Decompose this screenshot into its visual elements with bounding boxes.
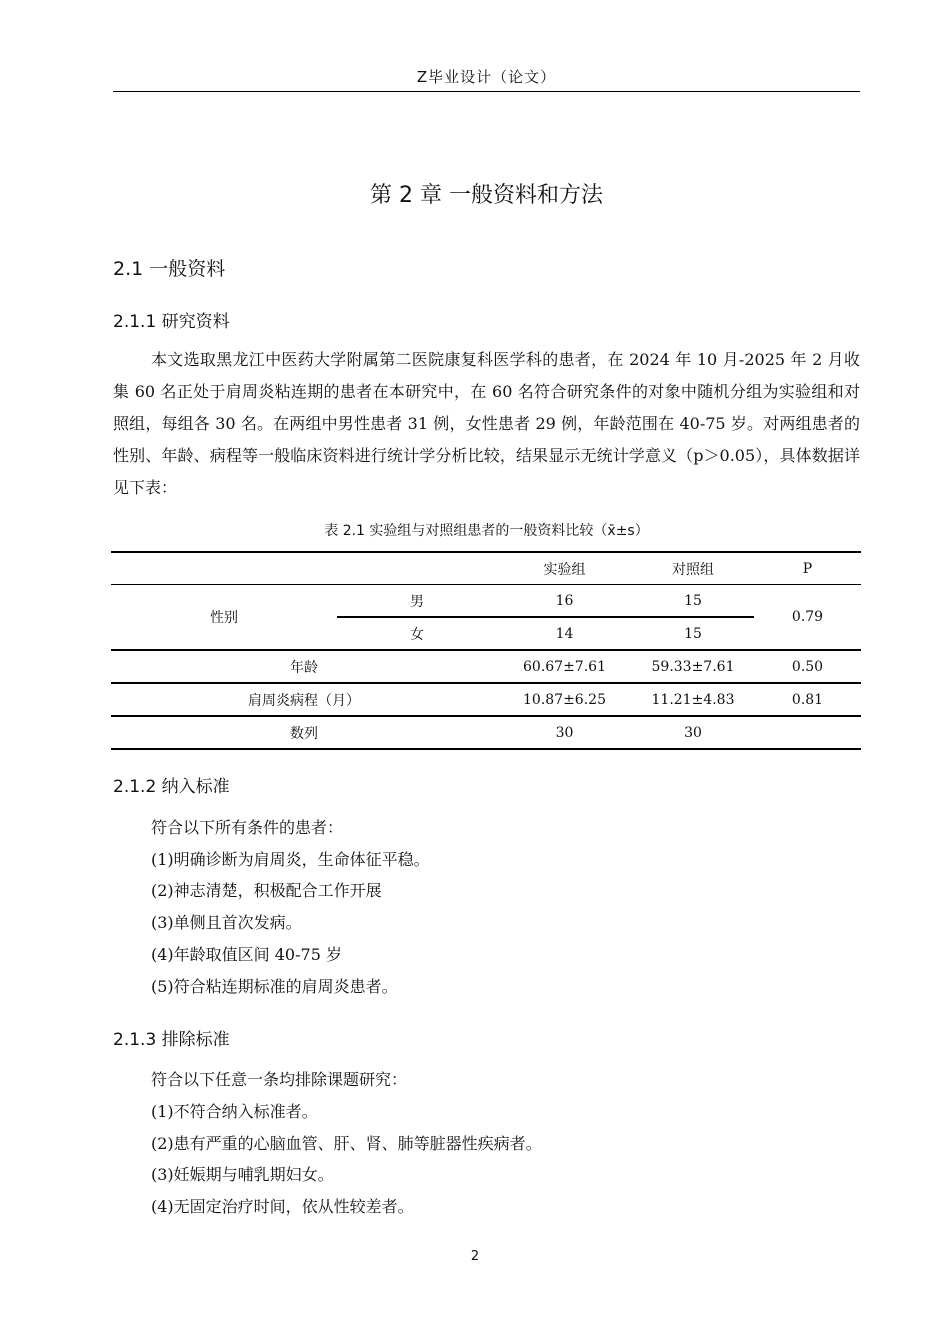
page-number: 2 xyxy=(470,1249,480,1264)
header-ctrl: 对照组 xyxy=(632,552,754,585)
age-p: 0.50 xyxy=(754,650,861,683)
male-label: 男 xyxy=(337,585,497,618)
female-ctrl: 15 xyxy=(632,617,754,650)
inclusion-item-3: (3)单侧且首次发病。 xyxy=(151,913,302,932)
count-exp: 30 xyxy=(497,716,632,749)
section-2-1-2-heading: 2.1.2 纳入标准 xyxy=(113,777,230,797)
male-ctrl: 15 xyxy=(632,585,754,618)
female-exp: 14 xyxy=(497,617,632,650)
intro-paragraph: 本文选取黑龙江中医药大学附属第二医院康复科医学科的患者，在 2024 年 10 月-2025 年 2 月收集 60 名正处于肩周炎粘连期的患者在本研究中，在 60 名符合研究条件的对象中随机分组为实验组和对照组，每组各 30 名。在两组中男性患者 31 例，女性患者 29 例，年龄范围在 40-75 岁。对两组患者的性别、年龄、病程等一般临床资料进行统计学分析比较，结果显示无统计学意义（p＞0.05），具体数据详见下表： xyxy=(113,350,860,497)
gender-label: 性别 xyxy=(111,585,337,651)
table-row-course xyxy=(111,683,861,716)
count-ctrl: 30 xyxy=(632,716,754,749)
course-ctrl: 11.21±4.83 xyxy=(632,683,754,716)
exclusion-item-2: (2)患有严重的心脑血管、肝、肾、肺等脏器性疾病者。 xyxy=(151,1134,542,1153)
age-exp: 60.67±7.61 xyxy=(497,650,632,683)
course-label: 肩周炎病程（月） xyxy=(111,683,497,716)
male-exp: 16 xyxy=(497,585,632,618)
course-exp: 10.87±6.25 xyxy=(497,683,632,716)
gender-p: 0.79 xyxy=(754,585,861,651)
age-label: 年龄 xyxy=(111,650,497,683)
count-label: 数列 xyxy=(111,716,497,749)
age-ctrl: 59.33±7.61 xyxy=(632,650,754,683)
inclusion-item-5: (5)符合粘连期标准的肩周炎患者。 xyxy=(151,977,398,996)
exclusion-item-3: (3)妊娠期与哺乳期妇女。 xyxy=(151,1165,334,1184)
table-row-male xyxy=(111,585,861,618)
header-rule xyxy=(113,91,860,92)
section-2-1-3-heading: 2.1.3 排除标准 xyxy=(113,1030,230,1050)
section-2-1-heading: 2.1 一般资料 xyxy=(113,258,226,280)
table-header-row xyxy=(111,552,861,585)
inclusion-item-4: (4)年龄取值区间 40-75 岁 xyxy=(151,945,342,964)
inclusion-item-1: (1)明确诊断为肩周炎，生命体征平稳。 xyxy=(151,850,430,869)
table-row-age xyxy=(111,650,861,683)
general-data-table xyxy=(111,551,861,750)
female-label: 女 xyxy=(337,617,497,650)
header-exp: 实验组 xyxy=(497,552,632,585)
section-2-1-1-heading: 2.1.1 研究资料 xyxy=(113,312,230,332)
chapter-title: 第 2 章 一般资料和方法 xyxy=(370,183,603,208)
course-p: 0.81 xyxy=(754,683,861,716)
exclusion-intro: 符合以下任意一条均排除课题研究： xyxy=(151,1070,408,1089)
running-header: Z毕业设计（论文） xyxy=(416,68,557,86)
exclusion-item-1: (1)不符合纳入标准者。 xyxy=(151,1102,318,1121)
exclusion-item-4: (4)无固定治疗时间，依从性较差者。 xyxy=(151,1197,414,1216)
table-row-count xyxy=(111,716,861,749)
inclusion-intro: 符合以下所有条件的患者： xyxy=(151,818,344,837)
table-caption: 表 2.1 实验组与对照组患者的一般资料比较（x̄±s） xyxy=(324,523,649,539)
header-p: P xyxy=(754,552,861,585)
inclusion-item-2: (2)神志清楚，积极配合工作开展 xyxy=(151,881,382,900)
